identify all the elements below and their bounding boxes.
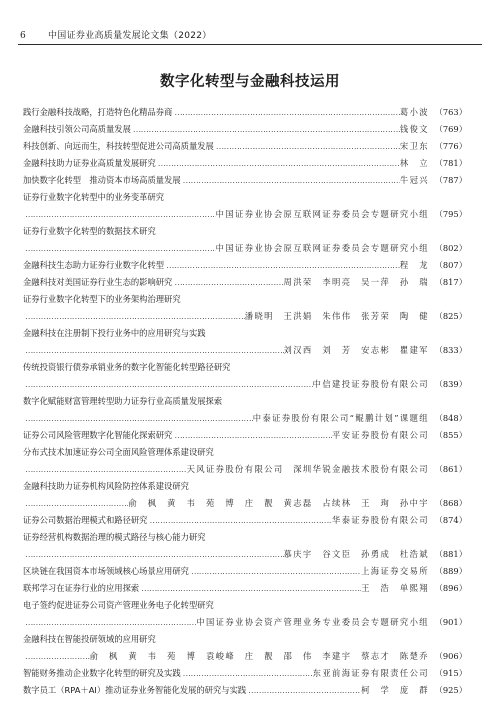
toc-entry[interactable] — [23, 597, 467, 631]
entry-title: 联邦学习在证券行业的应用探索 — [23, 583, 140, 593]
entry-page: （896） — [434, 583, 467, 593]
toc-entry[interactable] — [23, 529, 467, 563]
entry-title: 科技创新、向远而生，科技转型促进公司高质量发展 — [23, 141, 214, 151]
entry-author: 中泰证券股份有限公司“鲲鹏计划”课题组 — [252, 413, 429, 423]
entry-author: 天风证券股份有限公司 深圳华锐金融技术股份有限公司 — [186, 464, 429, 474]
entry-page: （825） — [434, 311, 467, 321]
entry-author: 周洪荣 李明亮 吴一萍 孙 瑞 — [283, 277, 429, 287]
toc-entry[interactable] — [23, 665, 467, 682]
entry-page: （889） — [434, 566, 467, 576]
leader-dots — [214, 138, 400, 155]
leader-dots — [23, 376, 313, 393]
leader-dots — [23, 206, 216, 223]
entry-title: 证券行业数字化转型下的业务架构治理研究 — [23, 294, 181, 304]
entry-page: （787） — [434, 175, 467, 185]
leader-dots — [181, 172, 400, 189]
leader-dots — [23, 648, 90, 665]
entry-author: 俞 枫 黄 韦 苑 博 袁峻峰 庄 靓 邵 伟 李建宇 蔡志才 陈楚乔 — [89, 651, 429, 661]
entry-title: 加快数字化转型 推动资本市场高质量发展 — [23, 175, 181, 185]
entry-title: 金融科技助力证券业高质量发展研究 — [23, 158, 156, 168]
toc-entry[interactable] — [23, 138, 467, 155]
toc-entry[interactable] — [23, 478, 467, 512]
entry-title: 数字化赋能财富管理转型助力证券行业高质量发展探索 — [23, 396, 223, 406]
leader-dots — [23, 546, 284, 563]
leader-dots — [23, 410, 253, 427]
entry-page: （839） — [434, 379, 467, 389]
section-title: 数字化转型与金融科技运用 — [160, 73, 340, 90]
toc-entry[interactable] — [23, 682, 467, 699]
entry-title: 金融科技助力证券机构风险防控体系建设研究 — [23, 481, 189, 491]
entry-page: （901） — [434, 617, 467, 627]
toc-entry[interactable] — [23, 631, 467, 665]
entry-title: 区块链在我国资本市场领域核心场景应用研究 — [23, 566, 189, 576]
entry-page: （855） — [434, 430, 467, 440]
toc-entry[interactable] — [23, 427, 467, 444]
entry-page: （881） — [434, 549, 467, 559]
entry-page: （874） — [434, 515, 467, 525]
entry-title: 证券行业数字化转型中的业务变革研究 — [23, 192, 165, 202]
entry-page: （776） — [434, 141, 467, 151]
entry-page: （925） — [434, 685, 467, 695]
entry-author: 牛冠兴 — [399, 175, 429, 185]
entry-author: 中信建投证券股份有限公司 — [312, 379, 429, 389]
entry-author: 平安证券股份有限公司 — [332, 430, 429, 440]
leader-dots — [246, 682, 361, 699]
toc-entry[interactable] — [23, 359, 467, 393]
entry-page: （802） — [434, 243, 467, 253]
leader-dots — [172, 104, 400, 121]
entry-page: （807） — [434, 260, 467, 270]
entry-page: （861） — [434, 464, 467, 474]
entry-title: 证券经营机构数据治理的模式路径与核心能力研究 — [23, 532, 206, 542]
page-number: 6 — [20, 31, 26, 41]
leader-dots — [23, 614, 196, 631]
entry-page: （817） — [434, 277, 467, 287]
leader-dots — [23, 461, 187, 478]
entry-page: （833） — [434, 345, 467, 355]
toc-entry[interactable] — [23, 580, 467, 597]
entry-page: （769） — [434, 124, 467, 134]
entry-title: 金融科技引领公司高质量发展 — [23, 124, 131, 134]
toc-entry[interactable] — [23, 291, 467, 325]
toc-entry[interactable] — [23, 444, 467, 478]
toc-entry[interactable] — [23, 325, 467, 359]
entry-author: 林 立 — [399, 158, 429, 168]
entry-page: （763） — [434, 107, 467, 117]
leader-dots — [23, 240, 216, 257]
leader-dots — [139, 580, 361, 597]
toc-entry[interactable] — [23, 274, 467, 291]
entry-title: 传统投资银行债券承销业务的数字化智能化转型路径研究 — [23, 362, 231, 372]
entry-title: 践行金融科技战略，打造特色化精品券商 — [23, 107, 173, 117]
toc-entry[interactable] — [23, 104, 467, 121]
leader-dots — [172, 274, 283, 291]
entry-author: 慕庆宇 谷文臣 孙勇成 杜浩斌 — [283, 549, 429, 559]
toc-entry[interactable] — [23, 393, 467, 427]
leader-dots — [23, 342, 284, 359]
entry-author: 葛小波 — [399, 107, 429, 117]
entry-title: 金融科技在注册制下投行业务中的应用研究与实践 — [23, 328, 206, 338]
toc-entry[interactable] — [23, 155, 467, 172]
entry-title: 证券行业数字化转型的数据技术研究 — [23, 226, 156, 236]
leader-dots — [172, 427, 332, 444]
running-title: 中国证券业高质量发展论文集（2022） — [48, 31, 212, 41]
toc-entry[interactable] — [23, 257, 467, 274]
leader-dots — [23, 495, 128, 512]
entry-author: 王 浩 单熙翔 — [361, 583, 429, 593]
toc-entry[interactable] — [23, 121, 467, 138]
toc-entry[interactable] — [23, 512, 467, 529]
entry-author: 中国证券业协会资产管理业务专业委员会专题研究小组 — [196, 617, 429, 627]
leader-dots — [147, 512, 332, 529]
entry-author: 刘汉西 刘 芳 安志彬 瞿建军 — [283, 345, 429, 355]
table-of-contents — [23, 104, 467, 699]
leader-dots — [23, 308, 245, 325]
entry-page: （781） — [434, 158, 467, 168]
entry-author: 中国证券业协会原互联网证券委员会专题研究小组 — [215, 209, 429, 219]
entry-title: 电子签约促进证券公司资产管理业务电子化转型研究 — [23, 600, 214, 610]
leader-dots — [181, 665, 313, 682]
entry-author: 东亚前海证券有限责任公司 — [312, 668, 429, 678]
entry-author: 程 龙 — [399, 260, 429, 270]
entry-title: 证券公司风险管理数字化智能化探索研究 — [23, 430, 173, 440]
leader-dots — [131, 121, 400, 138]
toc-entry[interactable] — [23, 189, 467, 223]
entry-title: 智能财务推动企业数字化转型的研究及实践 — [23, 668, 181, 678]
entry-author: 钱俊文 — [399, 124, 429, 134]
entry-author: 柯 学 庞 群 — [361, 685, 429, 695]
entry-title: 数字员工（RPA＋AI）推动证券业务智能化发展的研究与实践 — [23, 685, 247, 695]
entry-author: 华泰证券股份有限公司 — [332, 515, 429, 525]
entry-author: 上海证券交易所 — [361, 566, 429, 576]
toc-entry[interactable] — [23, 223, 467, 257]
leader-dots — [189, 563, 361, 580]
entry-title: 金融科技生态助力证券行业数字化转型 — [23, 260, 165, 270]
entry-author: 潘晓明 王洪娟 朱伟伟 张芳荣 陶 健 — [244, 311, 429, 321]
entry-title: 金融科技对美国证券行业生态的影响研究 — [23, 277, 173, 287]
entry-page: （906） — [434, 651, 467, 661]
entry-author: 中国证券业协会原互联网证券委员会专题研究小组 — [215, 243, 429, 253]
entry-title: 金融科技在智能投研领域的应用研究 — [23, 634, 156, 644]
running-header — [18, 28, 482, 45]
entry-title: 证券公司数据治理模式和路径研究 — [23, 515, 148, 525]
entry-page: （868） — [434, 498, 467, 508]
entry-author: 宋卫东 — [399, 141, 429, 151]
entry-title: 分布式技术加速证券公司全面风险管理体系建设研究 — [23, 447, 214, 457]
entry-page: （848） — [434, 413, 467, 423]
toc-entry[interactable] — [23, 172, 467, 189]
entry-page: （915） — [434, 668, 467, 678]
leader-dots — [156, 155, 400, 172]
entry-author: 俞 枫 黄 韦 苑 博 庄 靓 黄志磊 占续林 王 珣 孙中宇 — [128, 498, 429, 508]
toc-entry[interactable] — [23, 563, 467, 580]
entry-page: （795） — [434, 209, 467, 219]
leader-dots — [164, 257, 400, 274]
